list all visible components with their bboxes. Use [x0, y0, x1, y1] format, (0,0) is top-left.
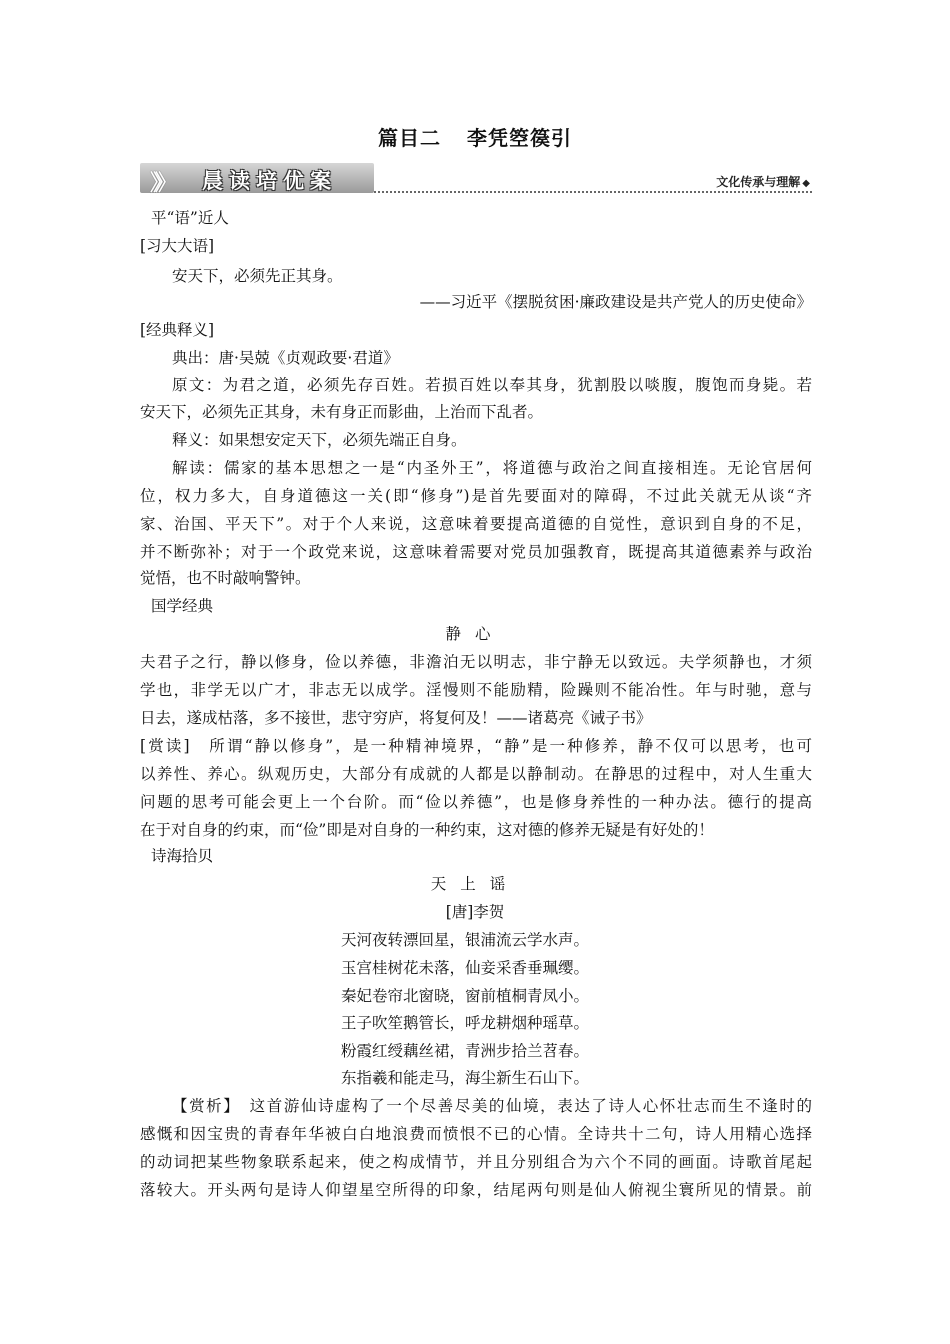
analysis-line: 的动词把某些物象联系起来，使之构成情节，并且分别组合为六个不同的画面。诗歌首尾起	[140, 1153, 812, 1171]
quote-text: 安天下，必须先正其身。	[172, 267, 343, 285]
classic-title: 静心	[445, 625, 505, 643]
poem-line: 粉霞红绶藕丝裙，青洲步拾兰苕春。	[341, 1042, 590, 1060]
interpretation-line: 觉悟，也不时敲响警钟。	[140, 569, 311, 587]
appreciation-line: 问题的思考可能会更上一个台阶。而“俭以养德”，也是修身养性的一种办法。德行的提高	[140, 793, 812, 811]
interpretation-line: 解读：儒家的基本思想之一是“内圣外王”，将道德与政治之间直接相连。无论官居何	[172, 459, 812, 477]
classic-text-line: 夫君子之行，静以修身，俭以养德，非澹泊无以明志，非宁静无以致远。夫学须静也，才须	[140, 653, 812, 671]
subheading-xidadayu: [习大大语]	[140, 237, 215, 255]
title-part-2: 李凭箜篌引	[467, 126, 572, 150]
quote-source: ——习近平《摆脱贫困·廉政建设是共产党人的历史使命》	[419, 293, 812, 311]
banner-dotted-rule	[374, 191, 812, 193]
banner-category	[716, 173, 810, 190]
appreciation-line: [赏读] 所谓“静以修身”，是一种精神境界，“静”是一种修养，静不仅可以思考，也可	[140, 737, 812, 755]
appreciation-line: 以养性、养心。纵观历史，大部分有成就的人都是以静制动。在静思的过程中，对人生重大	[140, 765, 812, 783]
title-part-1: 篇目二	[378, 126, 441, 150]
poem-line: 秦妃卷帘北窗晓，窗前植桐青凤小。	[341, 987, 590, 1005]
analysis-line: 落较大。开头两句是诗人仰望星空所得的印象，结尾两句则是仙人俯视尘寰所见的情景。前	[140, 1181, 812, 1199]
page-title	[0, 122, 950, 151]
section-heading-shihai: 诗海拾贝	[151, 847, 214, 865]
section-heading-pingyu: 平“语”近人	[151, 209, 229, 227]
origin-line: 典出：唐·吴兢《贞观政要·君道》	[172, 349, 399, 367]
poem-line: 玉宫桂树花未落，仙妾采香垂珮缨。	[341, 959, 590, 977]
appreciation-line: 在于对自身的约束，而“俭”即是对自身的一种约束，这对德的修养无疑是有好处的！	[140, 821, 714, 839]
interpretation-line: 位，权力多大，自身道德这一关(即“修身”)是首先要面对的障碍，不过此关就无从谈“齐	[140, 487, 812, 505]
interpretation-line: 家、治国、平天下”。对于个人来说，这意味着要提高道德的自觉性，意识到自身的不足，	[140, 515, 812, 533]
analysis-line: 感慨和因宝贵的青春年华被白白地浪费而愤恨不已的心情。全诗共十二句，诗人用精心选择	[140, 1125, 812, 1143]
banner-label-box	[140, 163, 374, 196]
poem-line: 王子吹笙鹅管长，呼龙耕烟种瑶草。	[341, 1014, 590, 1032]
classic-text-line: 学也，非学无以广才，非志无以成学。淫慢则不能励精，险躁则不能冶性。年与时驰，意与	[140, 681, 812, 699]
meaning-line: 释义：如果想安定天下，必须先端正自身。	[172, 431, 467, 449]
poem-line: 天河夜转漂回星，银浦流云学水声。	[341, 931, 590, 949]
poem-line: 东指羲和能走马，海尘新生石山下。	[341, 1069, 590, 1087]
poem-title: 天上谣	[430, 875, 520, 893]
section-heading-guoxue: 国学经典	[151, 597, 214, 615]
classic-text-line: 日去，遂成枯落，多不接世，悲守穷庐，将复何及！——诸葛亮《诫子书》	[140, 709, 652, 727]
interpretation-line: 并不断弥补；对于一个政党来说，这意味着需要对党员加强教育，既提高其道德素养与政治	[140, 543, 812, 561]
double-chevron-icon: 》》	[150, 171, 172, 196]
subheading-jingdian: [经典释义]	[140, 321, 215, 339]
poem-author: [唐]李贺	[445, 903, 505, 921]
original-text-line: 原文：为君之道，必须先存百姓。若损百姓以奉其身，犹割股以啖腹，腹饱而身毙。若	[172, 376, 812, 394]
banner-category-text: 文化传承与理解	[716, 175, 801, 189]
analysis-line: 【赏析】 这首游仙诗虚构了一个尽善尽美的仙境，表达了诗人心怀壮志而生不逢时的	[172, 1097, 812, 1115]
section-banner	[140, 163, 812, 195]
original-text-line: 安天下，必须先正其身，未有身正而影曲，上治而下乱者。	[140, 403, 544, 421]
banner-label: 晨读培优案	[202, 169, 337, 193]
diamond-icon: ◆	[802, 178, 810, 189]
